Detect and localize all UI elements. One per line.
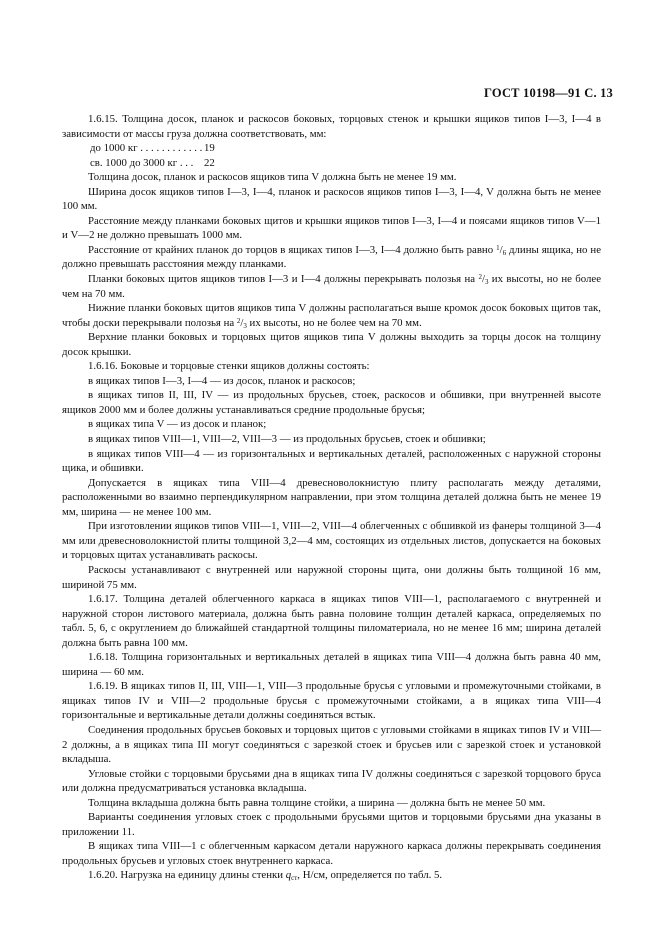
paragraph: В ящиках типа VIII—1 с облегченным каркасом детали наружного каркаса должны перекрывать соединения продольных брусьев и угловых стоек внутреннего каркаса. — [62, 840, 601, 867]
paragraph-text: Планки боковых щитов ящиков типов I—3 и I—4 должны перекрывать полозья на — [88, 273, 479, 286]
thickness-row — [62, 141, 601, 156]
paragraph: Соединения продольных брусьев боковых и торцовых щитов с угловыми стойками в ящиках типов IV и VIII—2 должны, а в ящиках типа III могут соединяться с зарезкой стоек и брусьев или с зарезкой стоек и установкой вкладыша. — [62, 723, 601, 766]
variable-q: q — [285, 869, 292, 882]
thickness-row-label: до 1000 кг . . . . . . . . . . . . — [90, 142, 203, 155]
thickness-row-value: 19 — [204, 142, 215, 155]
paragraph: Раскосы устанавливают с внутренней или наружной стороны щита, они должны быть толщиной 16 мм, шириной 75 мм. — [62, 563, 601, 591]
paragraph-text: , Н/см, определяется по табл. 5. — [297, 869, 443, 882]
paragraph: Толщина досок, планок и раскосов ящиков типа V должна быть не менее 19 мм. — [88, 171, 457, 184]
fraction-denominator: 3 — [484, 278, 489, 287]
fraction-numerator: 2 — [236, 316, 241, 325]
fraction: $^2/_3$ — [478, 273, 489, 287]
paragraph-text: их высоты, но не более чем на 70 мм. — [62, 273, 601, 300]
paragraph-text: 1.6.20. Нагрузка на единицу длины стенки — [88, 869, 286, 882]
variable-subscript: ст — [291, 874, 298, 883]
list-item: в ящиках типов VIII—4 — из горизонтальных и вертикальных деталей, расположенных с наружной стороны щика, и обшивки. — [62, 447, 601, 475]
paragraph-text: длины ящика, но не должно превышать расстояния между планками. — [62, 243, 601, 271]
list-item: в ящиках типов II, III, IV — из продольных брусьев, стоек, раскосов и обшивки, при внутренней высоте ящиков 2000 мм и более должны устанавливаться средние продольные брусья; — [62, 389, 601, 416]
paragraph-text: их высоты, но не более чем на 70 мм. — [246, 316, 422, 329]
clause-1-6-15-intro: 1.6.15. Толщина досок, планок и раскосов боковых, торцовых стенок и крышки ящиков типов I—3, I—4 в зависимости от массы груза должна соответствовать, мм: — [62, 113, 601, 140]
paragraph: Варианты соединения угловых стоек с продольными брусьями щитов и торцовыми брусьями дна указаны в приложении 11. — [62, 811, 601, 838]
paragraph — [62, 272, 601, 301]
fraction: $^1/_6$ — [496, 243, 507, 257]
list-item: в ящиках типов VIII—1, VIII—2, VIII—3 — из продольных брусьев, стоек и обшивки; — [88, 433, 486, 446]
paragraph: Толщина вкладыша должна быть равна толщине стойки, а ширина — должна быть не менее 50 мм. — [88, 796, 546, 809]
fraction-numerator: 2 — [478, 273, 482, 282]
fraction: $^2/_3$ — [236, 316, 247, 330]
thickness-row-label: св. 1000 до 3000 кг . . . — [90, 156, 194, 169]
paragraph-text: Нижние планки боковых щитов ящиков типа V должны располагаться выше кромок досок боковых щитов так, чтобы доски перекрывали полозья на — [62, 302, 601, 329]
clause-1-6-16-intro: 1.6.16. Боковые и торцовые стенки ящиков должны состоять: — [88, 360, 370, 373]
paragraph — [62, 243, 601, 272]
paragraph: При изготовлении ящиков типов VIII—1, VIII—2, VIII—4 облегченных с обшивкой из фанеры толщиной 3—4 мм или древесноволокнистой плиты толщиной 3,2—4 мм, состоящих из отдельных листов, допускается на боковых и торцовых щитах устанавливать раскосы. — [62, 520, 601, 562]
clause-1-6-18: 1.6.18. Толщина горизонтальных и вертикальных деталей в ящиках типа VIII—4 должна быть равна 40 мм, ширина — 60 мм. — [62, 651, 601, 678]
paragraph — [62, 301, 601, 330]
paragraph: Ширина досок ящиков типов I—3, I—4, планок и раскосов ящиков типов I—3, I—4, V должна быть не менее 100 мм. — [62, 185, 601, 213]
paragraph: Расстояние между планками боковых щитов и крышки ящиков типов I—3, I—4 и поясами ящиков типов V—1 и V—2 не должно превышать 1000 мм. — [62, 214, 601, 242]
fraction-denominator: 3 — [243, 321, 247, 330]
fraction-denominator: 6 — [502, 248, 507, 257]
fraction-numerator: 1 — [496, 243, 500, 252]
clause-1-6-20 — [62, 868, 601, 883]
paragraph: Верхние планки боковых и торцовых щитов ящиков типа V должны выходить за торцы досок на толщину досок крышки. — [62, 331, 601, 358]
thickness-row-value: 22 — [204, 156, 215, 169]
paragraph-text: Расстояние от крайних планок до торцов в ящиках типов I—3, I—4 должно быть равно — [88, 243, 497, 256]
thickness-row — [62, 156, 601, 171]
page-header: ГОСТ 10198—91 С. 13 — [484, 86, 613, 100]
paragraph: Допускается в ящиках типа VIII—4 древесноволокнистую плиту располагать между деталями, расположенными во взаимно перпендикулярном направлении, при этом толщина деталей должна быть не менее 19 мм, ширина — не менее 100 мм. — [62, 476, 601, 518]
list-item: в ящиках типов I—3, I—4 — из досок, планок и раскосов; — [88, 374, 356, 387]
list-item: в ящиках типа V — из досок и планок; — [88, 418, 267, 431]
clause-1-6-17: 1.6.17. Толщина деталей облегченного каркаса в ящиках типов VIII—1, располагаемого с внутренней и наружной сторон листового материала, должна быть равна половине толщин деталей каркаса, определяемых по табл. 5, 6, с округлением до ближайшей стандартной толщины пиломатериала, но не менее 16 мм; ширина деталей должна быть равна 100 мм. — [62, 593, 601, 649]
document-body — [62, 112, 601, 883]
paragraph: Угловые стойки с торцовыми брусьями дна в ящиках типа IV должны соединяться с зарезкой торцового бруса или должна предусматриваться установка вкладыша. — [62, 767, 601, 795]
clause-1-6-19: 1.6.19. В ящиках типов II, III, VIII—1, VIII—3 продольные брусья с угловыми и промежуточными стойками, в ящиках типов IV и VIII—2 продольные брусья с промежуточными стойками, а в ящиках типа VIII—4 горизонтальные и вертикальные детали должны соединяться встык. — [62, 680, 601, 722]
